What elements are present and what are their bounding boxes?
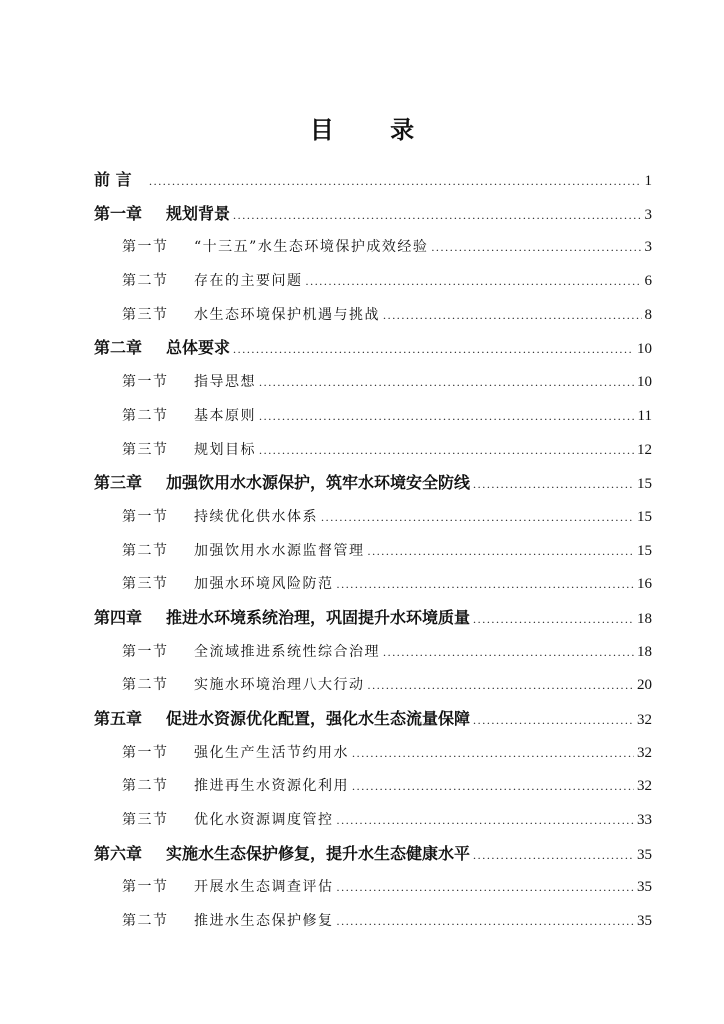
entry-number-label: 第二节 — [122, 542, 169, 559]
toc-section-entry[interactable] — [94, 267, 652, 301]
dot-leader — [383, 301, 642, 329]
page-number: 3 — [644, 239, 652, 256]
toc-section-entry[interactable] — [94, 368, 652, 402]
toc-chapter-entry[interactable] — [94, 200, 652, 234]
entry-title: 加强饮用水水源保护，筑牢水环境安全防线 — [166, 473, 471, 493]
dot-leader — [473, 841, 634, 869]
dot-leader — [383, 638, 634, 666]
entry-title: 水生态环境保护机遇与挑战 — [194, 306, 380, 323]
toc-chapter-entry[interactable] — [94, 604, 652, 638]
toc-section-entry[interactable] — [94, 806, 652, 840]
page-number: 8 — [644, 306, 652, 323]
entry-number-label: 第一节 — [122, 374, 169, 391]
toc-chapter-entry[interactable] — [94, 469, 652, 503]
entry-number-label: 第四章 — [94, 607, 143, 627]
page-number: 3 — [644, 206, 652, 223]
entry-number-label: 第一章 — [94, 203, 143, 223]
page-number: 15 — [637, 542, 652, 559]
dot-leader — [233, 335, 634, 363]
dot-leader — [337, 570, 635, 598]
entry-title: 指导思想 — [194, 374, 256, 391]
dot-leader — [321, 503, 634, 531]
dot-leader — [306, 267, 642, 295]
dot-leader — [473, 706, 634, 734]
page-number: 32 — [637, 712, 652, 728]
page-number: 6 — [644, 273, 652, 290]
toc-section-entry[interactable] — [94, 402, 652, 436]
entry-title: 持续优化供水体系 — [194, 508, 318, 525]
dot-leader — [337, 907, 635, 935]
toc-chapter-entry[interactable] — [94, 334, 652, 368]
entry-title: 开展水生态调查评估 — [194, 879, 334, 896]
page-number: 10 — [637, 341, 652, 358]
entry-number-label: 第二节 — [122, 273, 169, 290]
toc-section-entry[interactable] — [94, 233, 652, 267]
dot-leader — [337, 806, 635, 834]
page-number: 18 — [637, 610, 652, 627]
entry-number-label: 前 言 — [94, 170, 132, 189]
page-number: 20 — [637, 677, 652, 694]
toc-section-entry[interactable] — [94, 907, 652, 941]
page-number: 32 — [637, 778, 652, 795]
entry-number-label: 第三节 — [122, 306, 169, 323]
page-number: 1 — [644, 173, 652, 189]
entry-title: 加强水环境风险防范 — [194, 576, 334, 593]
entry-title: 实施水生态保护修复，提升水生态健康水平 — [166, 843, 471, 863]
entry-number-label: 第二节 — [122, 913, 169, 930]
dot-leader — [337, 873, 635, 901]
page-number: 15 — [637, 476, 652, 493]
toc-section-entry[interactable] — [94, 873, 652, 907]
entry-number-label: 第一节 — [122, 744, 169, 761]
dot-leader — [259, 368, 634, 396]
page-number: 18 — [637, 643, 652, 660]
entry-number-label: 第三章 — [94, 473, 143, 493]
dot-leader — [431, 233, 641, 261]
toc-section-entry[interactable] — [94, 772, 652, 806]
dot-leader — [368, 671, 635, 699]
toc-section-entry[interactable] — [94, 638, 652, 672]
entry-title: 推进再生水资源化利用 — [194, 778, 349, 795]
toc-section-entry[interactable] — [94, 503, 652, 537]
entry-title: 全流域推进系统性综合治理 — [194, 643, 380, 660]
toc-section-entry[interactable] — [94, 436, 652, 470]
entry-title: 基本原则 — [194, 407, 256, 424]
toc-section-entry[interactable] — [94, 301, 652, 335]
entry-number-label: 第一节 — [122, 508, 169, 525]
entry-title: 规划背景 — [166, 203, 231, 223]
entry-title: 规划目标 — [194, 441, 256, 458]
entry-title: “十三五”水生态环境保护成效经验 — [194, 239, 429, 256]
entry-title: 加强饮用水水源监督管理 — [194, 542, 365, 559]
toc-section-entry[interactable] — [94, 570, 652, 604]
dot-leader — [233, 201, 641, 229]
page-number: 33 — [637, 812, 652, 829]
entry-number-label: 第二节 — [122, 407, 169, 424]
entry-title: 强化生产生活节约用水 — [194, 744, 349, 761]
entry-title: 实施水环境治理八大行动 — [194, 677, 365, 694]
entry-number-label: 第一节 — [122, 239, 169, 256]
entry-title: 推进水生态保护修复 — [194, 913, 334, 930]
toc-title: 目 录 — [309, 115, 439, 144]
dot-leader — [473, 605, 634, 633]
page-number: 16 — [637, 576, 652, 593]
table-of-contents — [94, 166, 652, 941]
entry-title: 促进水资源优化配置，强化水生态流量保障 — [166, 709, 471, 728]
dot-leader — [259, 436, 634, 464]
entry-title: 优化水资源调度管控 — [194, 812, 334, 829]
entry-number-label: 第六章 — [94, 843, 143, 863]
page-number: 11 — [637, 407, 652, 424]
toc-section-entry[interactable] — [94, 671, 652, 705]
toc-chapter-entry[interactable] — [94, 705, 652, 739]
page-number: 35 — [637, 913, 652, 930]
entry-number-label: 第三节 — [122, 812, 169, 829]
page-number: 10 — [637, 374, 652, 391]
entry-number-label: 第三节 — [122, 576, 169, 593]
page-number: 12 — [637, 441, 652, 458]
entry-number-label: 第五章 — [94, 709, 143, 728]
dot-leader — [473, 470, 634, 498]
entry-number-label: 第二章 — [94, 338, 143, 358]
page-number: 32 — [637, 744, 652, 761]
dot-leader — [352, 739, 634, 767]
entry-number-label: 第二节 — [122, 677, 169, 694]
page-number: 35 — [637, 879, 652, 896]
dot-leader — [352, 772, 634, 800]
entry-title: 存在的主要问题 — [194, 273, 303, 290]
dot-leader — [368, 537, 635, 565]
entry-number-label: 第一节 — [122, 643, 169, 660]
entry-number-label: 第三节 — [122, 441, 169, 458]
entry-number-label: 第一节 — [122, 879, 169, 896]
page-number: 15 — [637, 508, 652, 525]
dot-leader — [259, 402, 635, 430]
toc-section-entry[interactable] — [94, 537, 652, 571]
page-number: 35 — [637, 846, 652, 863]
toc-section-entry[interactable] — [94, 739, 652, 773]
entry-number-label: 第二节 — [122, 778, 169, 795]
toc-chapter-entry[interactable] — [94, 166, 652, 200]
toc-chapter-entry[interactable] — [94, 840, 652, 874]
entry-title: 推进水环境系统治理，巩固提升水环境质量 — [166, 607, 471, 627]
dot-leader — [149, 167, 642, 195]
entry-title: 总体要求 — [166, 338, 231, 358]
